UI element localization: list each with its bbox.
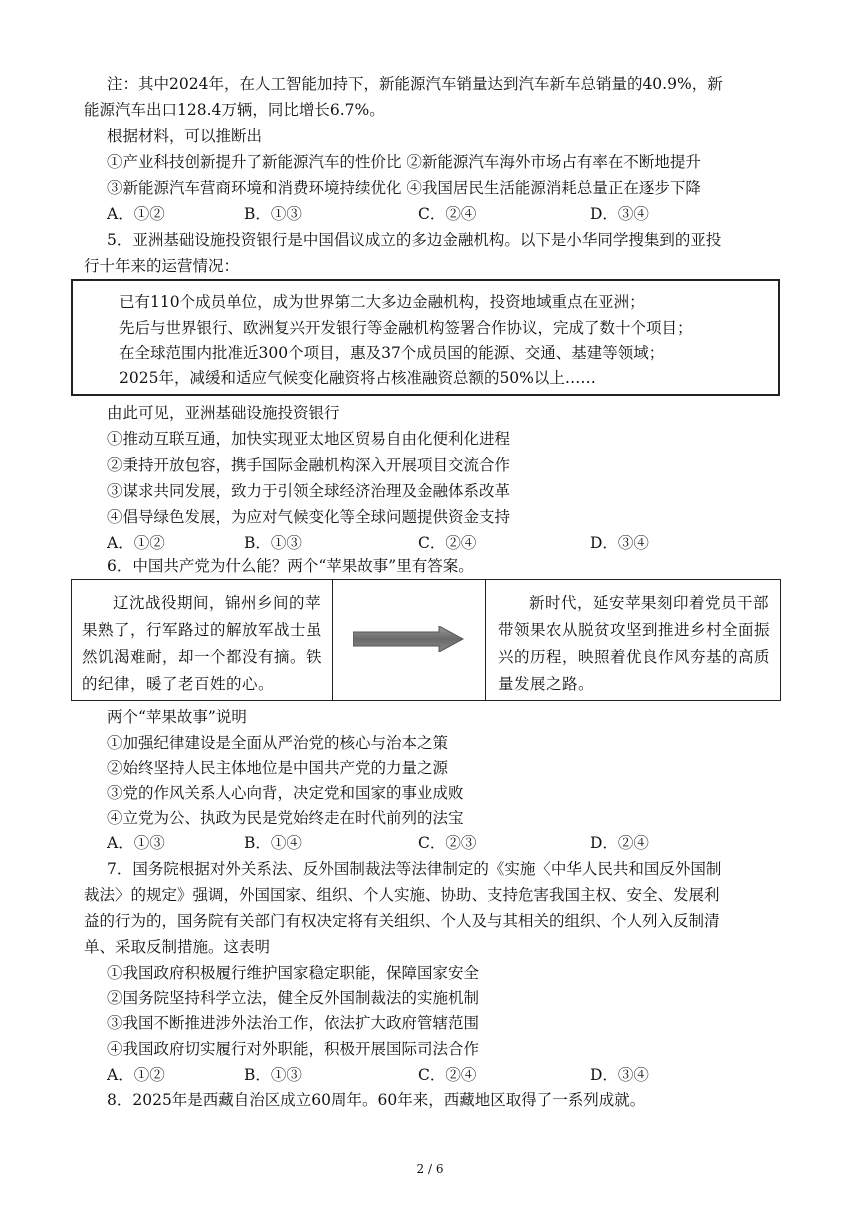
q6-option-a[interactable]: A．①③ bbox=[107, 834, 165, 852]
q5-statement-3: ③谋求共同发展，致力于引领全球经济治理及金融体系改革 bbox=[107, 482, 511, 500]
q7-line-3: 益的行为的，国务院有关部门有权决定将有关组织、个人及与其相关的组织、个人列入反制清 bbox=[84, 912, 720, 930]
q7-option-a[interactable]: A．①② bbox=[107, 1066, 165, 1084]
q7-statement-3: ③我国不断推进涉外法治工作，依法扩大政府管辖范围 bbox=[107, 1014, 480, 1032]
q4-option-c[interactable]: C．②④ bbox=[418, 205, 477, 223]
q5-line-1: 5．亚洲基础设施投资银行是中国倡议成立的多边金融机构。以下是小华同学搜集到的亚投 bbox=[107, 231, 722, 249]
note-line-2: 能源汽车出口128.4万辆，同比增长6.7%。 bbox=[84, 101, 385, 119]
q5-option-b[interactable]: B．①③ bbox=[244, 534, 302, 552]
note-line-1: 注：其中2024年，在人工智能加持下，新能源汽车销量达到汽车新车总销量的40.9%，新 bbox=[107, 75, 723, 93]
q7-line-4: 单、采取反制措施。这表明 bbox=[84, 938, 271, 956]
q6-statement-4: ④立党为公、执政为民是党始终走在时代前列的法宝 bbox=[107, 809, 464, 827]
q6-line-1: 6．中国共产党为什么能？两个“苹果故事”里有答案。 bbox=[107, 557, 474, 575]
q4-statements-row-1: ①产业科技创新提升了新能源汽车的性价比 ②新能源汽车海外市场占有率在不断地提升 bbox=[107, 153, 701, 171]
q6-option-b[interactable]: B．①④ bbox=[244, 834, 302, 852]
q6-option-c[interactable]: C．②③ bbox=[418, 834, 477, 852]
q5-box-line-1: 已有110个成员单位，成为世界第二大多边金融机构，投资地域重点在亚洲； bbox=[119, 293, 645, 311]
q4-option-b[interactable]: B．①③ bbox=[244, 205, 302, 223]
q6-statement-1: ①加强纪律建设是全面从严治党的核心与治本之策 bbox=[107, 734, 449, 752]
q8-line-1: 8．2025年是西藏自治区成立60周年。60年来，西藏地区取得了一系列成就。 bbox=[107, 1091, 646, 1109]
q5-option-a[interactable]: A．①② bbox=[107, 534, 165, 552]
q6-statement-3: ③党的作风关系人心向背，决定党和国家的事业成败 bbox=[107, 784, 464, 802]
q4-option-a[interactable]: A．①② bbox=[107, 205, 165, 223]
q6-left-story-cell bbox=[72, 580, 333, 700]
q7-line-1: 7．国务院根据对外关系法、反外国制裁法等法律制定的《实施〈中华人民共和国反外国制 bbox=[107, 860, 722, 878]
q6-right-story: 新时代，延安苹果刻印着党员干部带领果农从脱贫攻坚到推进乡村全面振兴的历程，映照着优良作风夯基的高质量发展之路。 bbox=[498, 594, 771, 693]
q5-box-line-4: 2025年，减缓和适应气候变化融资将占核准融资总额的50%以上…… bbox=[119, 369, 596, 387]
q6-stem: 两个“苹果故事”说明 bbox=[107, 708, 247, 726]
q7-option-b[interactable]: B．①③ bbox=[244, 1066, 302, 1084]
q6-left-story: 辽沈战役期间，锦州乡间的苹果熟了，行军路过的解放军战士虽然饥渴难耐，却一个都没有摘。铁的纪律，暖了老百姓的心。 bbox=[82, 594, 323, 693]
q5-stem: 由此可见，亚洲基础设施投资银行 bbox=[107, 404, 340, 422]
q4-stem: 根据材料，可以推断出 bbox=[107, 127, 263, 145]
q6-statement-2: ②始终坚持人民主体地位是中国共产党的力量之源 bbox=[107, 759, 449, 777]
q6-right-story-cell bbox=[486, 580, 780, 700]
q7-option-d[interactable]: D．③④ bbox=[590, 1066, 649, 1084]
q5-line-2: 行十年来的运营情况： bbox=[84, 257, 240, 275]
q6-option-d[interactable]: D．②④ bbox=[590, 834, 649, 852]
q5-statement-1: ①推动互联互通，加快实现亚太地区贸易自由化便利化进程 bbox=[107, 430, 511, 448]
q7-statement-1: ①我国政府积极履行维护国家稳定职能，保障国家安全 bbox=[107, 964, 480, 982]
q6-arrow-cell bbox=[333, 580, 486, 700]
q5-box-line-2: 先后与世界银行、欧洲复兴开发银行等金融机构签署合作协议，完成了数十个项目； bbox=[119, 319, 693, 337]
q5-statement-2: ②秉持开放包容，携手国际金融机构深入开展项目交流合作 bbox=[107, 456, 511, 474]
q7-line-2: 裁法〉的规定》强调，外国国家、组织、个人实施、协助、支持危害我国主权、安全、发展利 bbox=[84, 886, 720, 904]
q7-option-c[interactable]: C．②④ bbox=[418, 1066, 477, 1084]
q4-statements-row-2: ③新能源汽车营商环境和消费环境持续优化 ④我国居民生活能源消耗总量正在逐步下降 bbox=[107, 179, 701, 197]
right-arrow-icon bbox=[353, 626, 465, 652]
page-number: 2 / 6 bbox=[416, 1162, 444, 1176]
q7-statement-2: ②国务院坚持科学立法，健全反外国制裁法的实施机制 bbox=[107, 989, 480, 1007]
q5-box-line-3: 在全球范围内批准近300个项目，惠及37个成员国的能源、交通、基建等领域； bbox=[119, 344, 665, 362]
q5-option-d[interactable]: D．③④ bbox=[590, 534, 649, 552]
q5-material-box bbox=[71, 279, 780, 396]
q5-statement-4: ④倡导绿色发展，为应对气候变化等全球问题提供资金支持 bbox=[107, 508, 511, 526]
q7-statement-4: ④我国政府切实履行对外职能，积极开展国际司法合作 bbox=[107, 1040, 480, 1058]
q4-option-d[interactable]: D．③④ bbox=[590, 205, 649, 223]
q5-option-c[interactable]: C．②④ bbox=[418, 534, 477, 552]
q6-story-table bbox=[71, 579, 781, 701]
